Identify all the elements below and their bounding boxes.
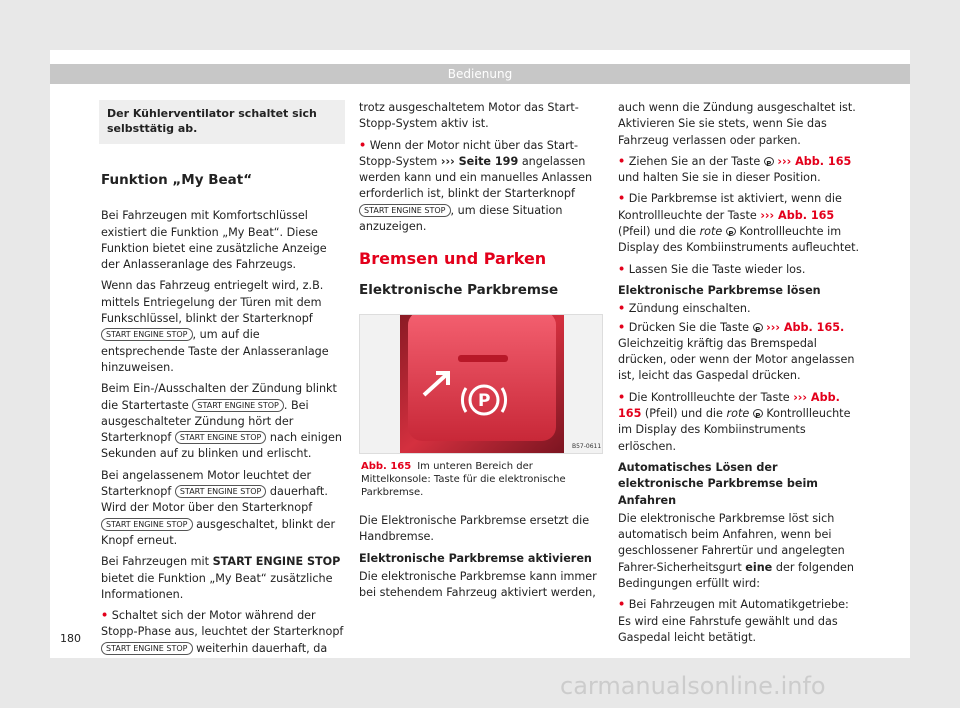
bullet-item: • Drücken Sie die Taste P ››› Abb. 165. Gleichzeitig kräftig das Bremspedal drücken, oder wenn der Motor angelassen ist, leicht das Gaspedal drücken. — [618, 320, 862, 385]
bullet-item: • Ziehen Sie an der Taste P ››› Abb. 165 und halten Sie sie in dieser Position. — [618, 154, 862, 187]
heading-auto-release: Automatisches Lösen der elektronische Parkbremse beim Anfahren — [618, 460, 818, 507]
figure-reference-link[interactable]: ››› Abb. 165 — [760, 208, 835, 222]
bullet-item: • Wenn der Motor nicht über das Start-Stopp-System ››› Seite 199 angelassen werden kann und ein manuelles Anlassen erforderlich ist, blinkt der Starterknopf START ENGINE STOP , um diese Situation anzuzeigen. — [359, 138, 593, 234]
heading-activate: Elektronische Parkbremse aktivieren — [359, 551, 592, 565]
section-heading-my-beat: Funktion „My Beat“ — [101, 172, 253, 188]
column-1 — [101, 100, 345, 662]
figure-reference-link[interactable]: ››› Abb. 165 — [618, 390, 840, 421]
page-number: 180 — [60, 632, 81, 645]
parking-brake-figure — [359, 314, 603, 454]
bullet-item: • Bei Fahrzeugen mit Automatikgetriebe: Es wird eine Fahrstufe gewählt und das Gaspedal leicht betätigt. — [618, 598, 849, 644]
start-engine-stop-button-icon: START ENGINE STOP — [175, 431, 267, 444]
page-header: Bedienung — [50, 64, 910, 84]
figure-code: B57-0611 — [572, 442, 602, 450]
paragraph: Die elektronische Parkbremse kann immer bei stehendem Fahrzeug aktiviert werden, — [359, 569, 597, 600]
watermark: carmanualsonline.info — [560, 672, 826, 700]
start-engine-stop-button-icon: START ENGINE STOP — [101, 642, 193, 655]
column-2 — [359, 100, 603, 606]
chapter-heading: Bremsen und Parken — [359, 249, 547, 269]
subsection-heading: Elektronische Parkbremse — [359, 281, 559, 298]
paragraph: Bei Fahrzeugen mit Komfortschlüssel existiert die Funktion „My Beat“. Diese Funktion bietet eine zusätzliche Anzeige der Anlasseranlage des Fahrzeugs. — [101, 209, 327, 272]
heading-release: Elektronische Parkbremse lösen — [618, 283, 821, 297]
start-engine-stop-button-icon: START ENGINE STOP — [192, 399, 284, 412]
start-engine-stop-button-icon: START ENGINE STOP — [175, 485, 267, 498]
bullet-item: • Die Parkbremse ist aktiviert, wenn die Kontrollleuchte der Taste ››› Abb. 165 (Pfeil) und die rote P Kontrollleuchte im Display des Kombiinstruments aufleuchtet. — [618, 191, 862, 256]
paragraph: Die elektronische Parkbremse löst sich automatisch beim Anfahren, wenn bei geschlossener Fahrertür und angelegten Fahrer-Sicherheitsgurt eine der folgenden Bedingungen erfüllt wird: — [618, 511, 855, 591]
parking-brake-icon — [753, 323, 763, 332]
paragraph: Beim Ein-/Ausschalten der Zündung blinkt die Startertaste START ENGINE STOP . Bei ausgeschalteter Zündung hört der Starterknopf START ENGINE STOP nach einigen Sekunden auf zu blinken und erlischt. — [101, 382, 342, 461]
bullet-item: • Lassen Sie die Taste wieder los. — [618, 262, 806, 276]
paragraph: auch wenn die Zündung ausgeschaltet ist. Aktivieren Sie sie stets, wenn Sie das Fahrzeug verlassen oder parken. — [618, 101, 856, 147]
parking-brake-icon — [726, 227, 736, 236]
parking-brake-icon — [764, 157, 774, 166]
paragraph: Bei angelassenem Motor leuchtet der Starterknopf START ENGINE STOP dauerhaft. Wird der Motor über den Starterknopf START ENGINE STOP ausgeschaltet, blinkt der Knopf erneut. — [101, 468, 336, 547]
start-engine-stop-button-icon: START ENGINE STOP — [101, 518, 193, 531]
paragraph: Die Elektronische Parkbremse ersetzt die Handbremse. — [359, 513, 590, 544]
start-engine-stop-button-icon: START ENGINE STOP — [359, 204, 451, 217]
paragraph: Wenn das Fahrzeug entriegelt wird, z.B. mittels Entriegelung der Türen mit dem Funkschlüssel, blinkt der Starterknopf START ENGINE STOP , um auf die entsprechende Taste der Anlasseranlage hinzuweisen. — [101, 279, 329, 374]
bullet-item: • Die Kontrollleuchte der Taste ››› Abb. 165 (Pfeil) und die rote P Kontrollleuchte im Display des Kombiinstruments erlöschen. — [618, 390, 862, 455]
svg-text:P: P — [478, 390, 491, 411]
page-reference-link[interactable]: ››› Seite 199 — [440, 154, 519, 168]
paragraph: trotz ausgeschaltetem Motor das Start-Stopp-System aktiv ist. — [359, 101, 579, 131]
figure-caption: Abb. 165 Im unteren Bereich der Mittelkonsole: Taste für die elektronische Parkbremse. — [361, 460, 566, 498]
start-engine-stop-button-icon: START ENGINE STOP — [101, 328, 193, 341]
column-3 — [618, 100, 862, 651]
bullet-item: • Zündung einschalten. — [618, 302, 751, 316]
figure-reference-link[interactable]: ››› Abb. 165. — [766, 320, 845, 334]
bullet-item: • Schaltet sich der Motor während der Stopp-Phase aus, leuchtet der Starterknopf START ENGINE STOP weiterhin dauerhaft, da — [101, 609, 344, 655]
parking-brake-icon — [753, 409, 763, 418]
paragraph: Bei Fahrzeugen mit START ENGINE STOP bietet die Funktion „My Beat“ zusätzliche Informationen. — [101, 555, 341, 601]
note-box: Der Kühlerventilator schaltet sich selbsttätig ab. — [99, 100, 345, 144]
parking-brake-button-image — [360, 315, 603, 454]
figure-reference-link[interactable]: ››› Abb. 165 — [777, 154, 852, 168]
